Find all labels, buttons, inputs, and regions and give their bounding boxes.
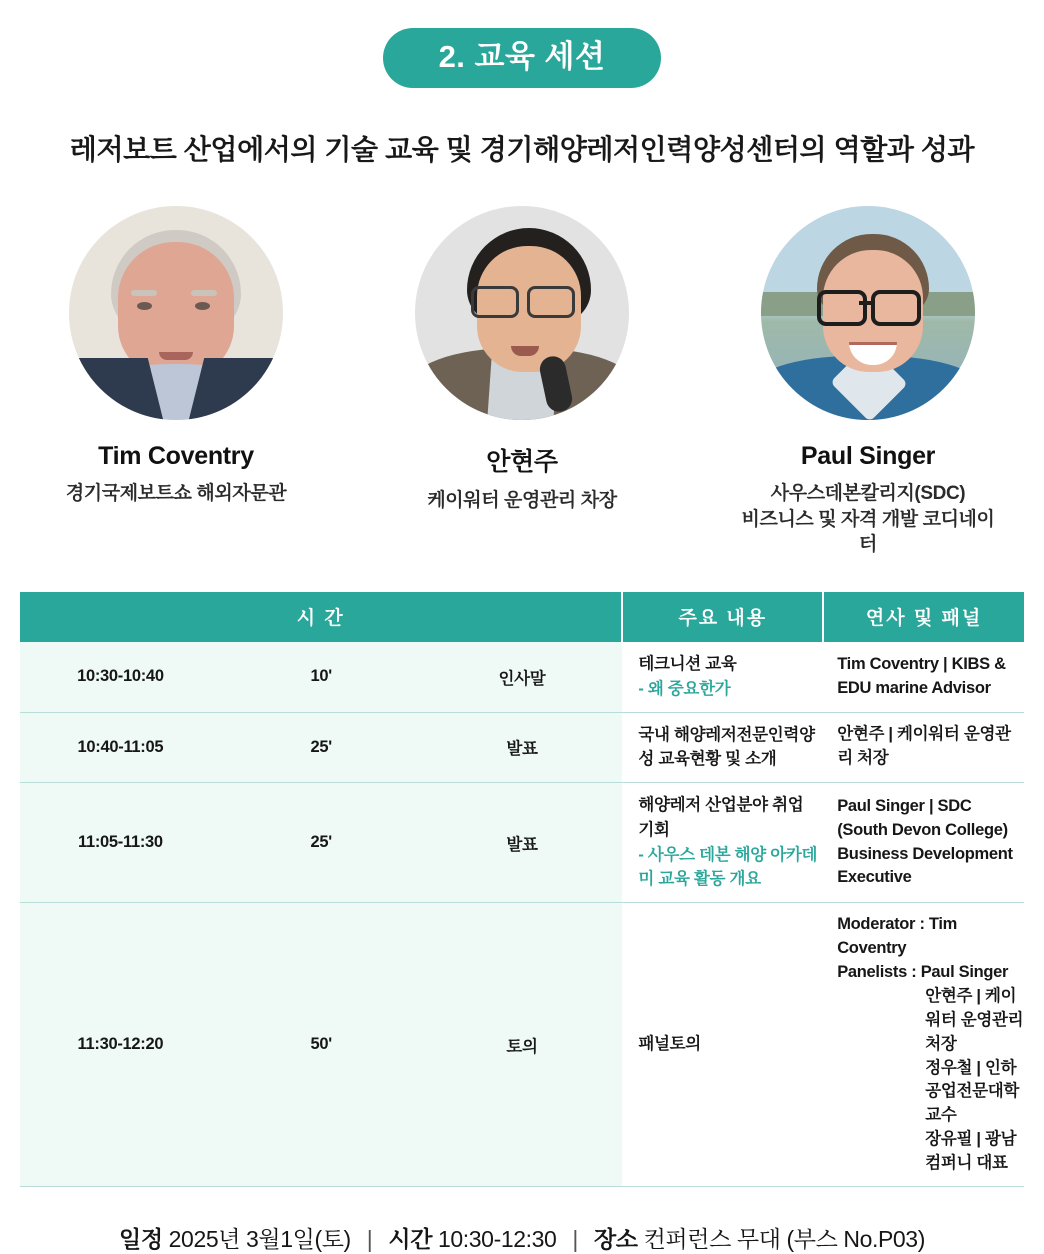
- footer-separator-1: |: [366, 1226, 373, 1253]
- cell-topic: [622, 712, 823, 783]
- cell-duration: 10': [221, 642, 422, 712]
- table-row: [20, 783, 1024, 903]
- column-header-content: 주요 내용: [622, 592, 823, 642]
- footer-place-value: 컨퍼런스 무대 (부스 No.P03): [643, 1226, 925, 1253]
- speaker-line-4: 정우철 | 인하공업전문대학 교수: [925, 1058, 1020, 1125]
- speaker-card-paul-singer: [738, 206, 998, 558]
- cell-topic: [622, 783, 823, 903]
- speaker-role: [738, 481, 998, 558]
- cell-type: 토의: [422, 903, 623, 1187]
- table-row: [20, 712, 1024, 783]
- portrait-tim-coventry-photo: [69, 206, 283, 420]
- schedule-table: [20, 592, 1024, 1187]
- speaker-line-1: 안현주 | 케이워터 운영관리 처장: [837, 725, 1011, 768]
- page-title: 레저보트 산업에서의 기술 교육 및 경기해양레저인력양성센터의 역할과 성과: [69, 134, 975, 166]
- cell-duration: 50': [221, 903, 422, 1187]
- topic-sub: - 사우스 데본 해양 아카데미 교육 활동 개요: [638, 845, 818, 889]
- event-footer: [0, 1221, 1044, 1254]
- speaker-line-5: 장유필 | 광남컴퍼니 대표: [925, 1130, 1017, 1173]
- topic-main: 해양레저 산업분야 취업 기회: [638, 796, 804, 839]
- footer-time-label: 시간: [388, 1226, 433, 1253]
- topic-main: 패널토의: [638, 1035, 701, 1054]
- schedule-body: [20, 642, 1024, 1187]
- speaker-name: 안현주: [486, 448, 558, 477]
- cell-duration: 25': [221, 712, 422, 783]
- cell-topic: [622, 642, 823, 712]
- footer-place-label: 장소: [593, 1226, 638, 1253]
- speaker-list: [0, 206, 1044, 558]
- speaker-line-3: 안현주 | 케이워터 운영관리 처장: [925, 986, 1024, 1053]
- topic-main: 국내 해양레저전문인력양성 교육현황 및 소개: [638, 725, 815, 769]
- speaker-line-1: Paul Singer | SDC (South Devon College): [837, 796, 1008, 839]
- speaker-name: Tim Coventry: [98, 442, 254, 471]
- cell-duration: 25': [221, 783, 422, 903]
- footer-separator-2: |: [572, 1226, 578, 1253]
- cell-type: 발표: [422, 712, 623, 783]
- topic-main: 테크니션 교육: [638, 655, 737, 674]
- cell-speakers: [823, 712, 1024, 783]
- cell-time: 10:30-10:40: [20, 642, 221, 712]
- session-badge-wrapper: [0, 28, 1044, 88]
- session-badge: 2. 교육 세션: [383, 28, 662, 88]
- speaker-line-2: Business Development Executive: [837, 844, 1013, 887]
- table-row: [20, 642, 1024, 712]
- cell-speakers: [823, 903, 1024, 1187]
- cell-time: 11:05-11:30: [20, 783, 221, 903]
- speaker-role-line-2: 비즈니스 및 자격 개발 코디네이터: [741, 508, 995, 556]
- cell-speakers: [823, 642, 1024, 712]
- cell-time: 11:30-12:20: [20, 903, 221, 1187]
- portrait-ahn-hyunju-photo: [415, 206, 629, 420]
- column-header-speakers: 연사 및 패널: [823, 592, 1024, 642]
- column-header-time: 시 간: [20, 592, 622, 642]
- cell-speakers: [823, 783, 1024, 903]
- portrait-paul-singer-photo: [761, 206, 975, 420]
- speaker-role: 케이워터 운영관리 차장: [427, 490, 617, 512]
- footer-time-value: 10:30-12:30: [438, 1226, 557, 1253]
- cell-type: 발표: [422, 783, 623, 903]
- speaker-line-1: Tim Coventry | KIBS & EDU marine Advisor: [837, 654, 1006, 697]
- schedule-header: [20, 592, 1024, 642]
- footer-date-value: 2025년 3월1일(토): [168, 1226, 351, 1253]
- topic-sub: - 왜 중요한가: [638, 679, 731, 698]
- speaker-card-tim-coventry: [46, 206, 306, 558]
- speaker-line-2: Panelists : Paul Singer: [837, 962, 1009, 981]
- speaker-role-line-1: 사우스데본칼리지(SDC): [770, 483, 966, 505]
- cell-type: 인사말: [422, 642, 623, 712]
- cell-time: 10:40-11:05: [20, 712, 221, 783]
- speaker-line-1: Moderator : Tim Coventry: [837, 915, 958, 957]
- cell-topic: [622, 903, 823, 1187]
- speaker-role: 경기국제보트쇼 해외자문관: [65, 483, 287, 505]
- speaker-name: Paul Singer: [800, 442, 936, 471]
- table-row: [20, 903, 1024, 1187]
- footer-date-label: 일정: [119, 1226, 163, 1253]
- speaker-card-ahn-hyunju: [392, 206, 652, 558]
